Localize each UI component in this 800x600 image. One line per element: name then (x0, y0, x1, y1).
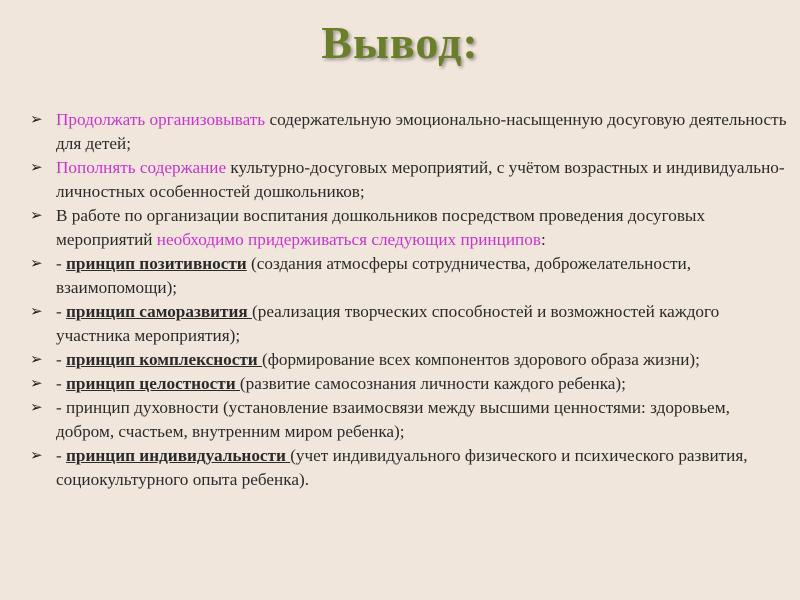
arrow-bullet-icon: ➢ (30, 256, 43, 272)
item-text: (учет индивидуального физического и психического развития, социокультурного опыта ребенка). (56, 446, 748, 489)
arrow-bullet-icon: ➢ (30, 400, 43, 416)
list-item (30, 108, 790, 156)
arrow-bullet-icon: ➢ (30, 160, 43, 176)
arrow-bullet-icon: ➢ (30, 376, 43, 392)
item-text: - (56, 254, 67, 273)
highlight-text: Продолжать организовывать (56, 110, 266, 129)
item-text: (создания атмосферы сотрудничества, доброжелательности, взаимопомощи); (56, 254, 692, 297)
list-item (30, 300, 790, 348)
item-text: - принцип духовности (установление взаимосвязи между высшими ценностями: здоровьем, добром, счастьем, внутренним миром ребенка); (56, 398, 730, 441)
list-item (30, 252, 790, 300)
item-text: - (56, 374, 67, 393)
arrow-bullet-icon: ➢ (30, 448, 43, 464)
item-text: В работе по организации воспитания дошкольников посредством проведения досуговых мероприятий (56, 206, 706, 249)
list-item (30, 348, 790, 372)
highlight-text: необходимо придерживаться следующих принципов (156, 230, 541, 249)
principle-name: принцип комплексности (66, 350, 262, 369)
list-item (30, 444, 790, 492)
list-item (30, 372, 790, 396)
arrow-bullet-icon: ➢ (30, 208, 43, 224)
item-text: содержательную эмоционально-насыщенную досуговую деятельность для детей; (56, 110, 787, 153)
arrow-bullet-icon: ➢ (30, 352, 43, 368)
item-text: - (56, 350, 67, 369)
slide-title: Вывод: (321, 17, 479, 68)
item-text: : (540, 230, 546, 249)
item-text: (развитие самосознания личности каждого ребенка); (239, 374, 626, 393)
principle-name: принцип саморазвития (66, 302, 252, 321)
list-item (30, 396, 790, 444)
item-text: - (56, 302, 67, 321)
list-item (30, 204, 790, 252)
item-text: культурно-досуговых мероприятий, с учётом возрастных и индивидуально-личностных особенностей дошкольников; (56, 158, 785, 201)
principle-name: принцип позитивности (66, 254, 247, 273)
principle-name: принцип целостности (66, 374, 240, 393)
arrow-bullet-icon: ➢ (30, 112, 43, 128)
highlight-text: Пополнять содержание (56, 158, 227, 177)
list-item (30, 156, 790, 204)
principle-name: принцип индивидуальности (66, 446, 291, 465)
item-text: (реализация творческих способностей и возможностей каждого участника мероприятия); (56, 302, 720, 345)
arrow-bullet-icon: ➢ (30, 304, 43, 320)
item-text: (формирование всех компонентов здорового образа жизни); (262, 350, 700, 369)
conclusion-list (30, 108, 790, 492)
item-text: - (56, 446, 67, 465)
